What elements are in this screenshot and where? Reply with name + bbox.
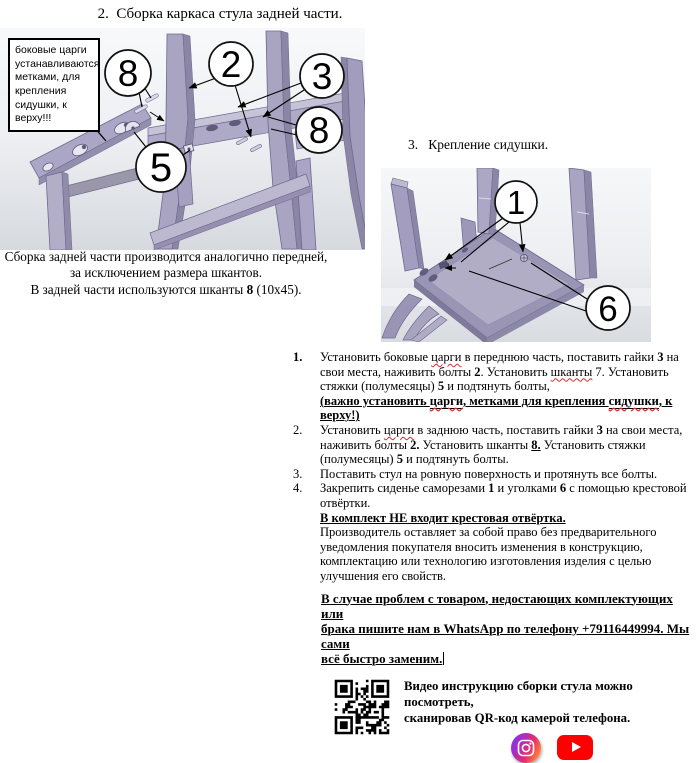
youtube-icon [557, 735, 593, 760]
instruction-item-2 [293, 423, 700, 467]
item-number: 1. [293, 350, 303, 364]
play-triangle [572, 742, 581, 752]
svg-text:2: 2 [220, 44, 242, 85]
item-number: 3. [293, 466, 303, 481]
instructions-section [293, 350, 700, 763]
qr-caption: Видео инструкцию сборки стула можно посмотреть, сканировав QR-код камерой телефона. [404, 678, 633, 725]
svg-text:5: 5 [149, 146, 173, 190]
svg-text:3: 3 [311, 56, 333, 97]
video-footer [333, 678, 700, 763]
svg-text:1: 1 [506, 184, 526, 221]
svg-text:6: 6 [598, 290, 618, 329]
instruction-item-1 [293, 350, 700, 423]
rear-assembly-caption [2, 249, 330, 298]
contact-text: В случае проблем с товаром, недостающих комплектующих или брака пишите нам в WhatsApp по телефону +79116449994. Мы сами всё быстро заменим. [321, 590, 690, 667]
item-text: Установить боковые царги в переднюю часть, поставить гайки 3 на свои места, наживить болты 2. Установить шканты 7. Установить стяжки (полумесяцы) 5 и подтянуть болты, (важно установить царги, метками для крепления сидушки, к верху!) [320, 350, 679, 423]
instruction-item-3 [293, 467, 700, 482]
footer-text-column [404, 678, 700, 763]
qr-code [333, 678, 391, 736]
caption-line: В задней части используются шканты 8 (10x45). [30, 281, 302, 297]
svg-text:8: 8 [117, 53, 139, 94]
svg-text:8: 8 [308, 110, 330, 151]
caption-line: за исключением размера шкантов. [69, 265, 263, 281]
item-number: 2. [293, 422, 303, 437]
instagram-icon [511, 733, 541, 763]
side-rails-note: боковые царги устанавливаются метками, для крепления сидушки, к верху!!! [8, 38, 100, 132]
seat-attachment-diagram [381, 168, 651, 342]
item-text: Установить царги в заднюю часть, поставить гайки 3 на свои места, наживить болты 2. Установить шканты 8. Установить стяжки (полумесяцы) 5 и подтянуть болты. [320, 422, 683, 467]
item-number: 4. [293, 481, 303, 496]
section2-title: 2. Сборка каркаса стула задней части. [97, 6, 343, 22]
warranty-contact-note [321, 591, 693, 667]
caption-line: Сборка задней части производится аналогично передней, [4, 249, 328, 264]
text-cursor [443, 652, 444, 665]
item-text: Закрепить сиденье саморезами 1 и уголками 6 с помощью крестовой отвёртки. В комплект НЕ входит крестовая отвёртка. Производитель оставляет за собой право без предварительного уведомления покупателя вносить изменения в конструкцию, комплектацию или технологию изготовления изделия с целью улучшения его свойств. [320, 481, 687, 583]
instruction-item-4 [293, 481, 700, 583]
section3-title: 3. Крепление сидушки. [408, 137, 549, 152]
item-text: Поставить стул на ровную поверхность и протянуть все болты. [320, 466, 658, 481]
social-icons [404, 733, 700, 763]
